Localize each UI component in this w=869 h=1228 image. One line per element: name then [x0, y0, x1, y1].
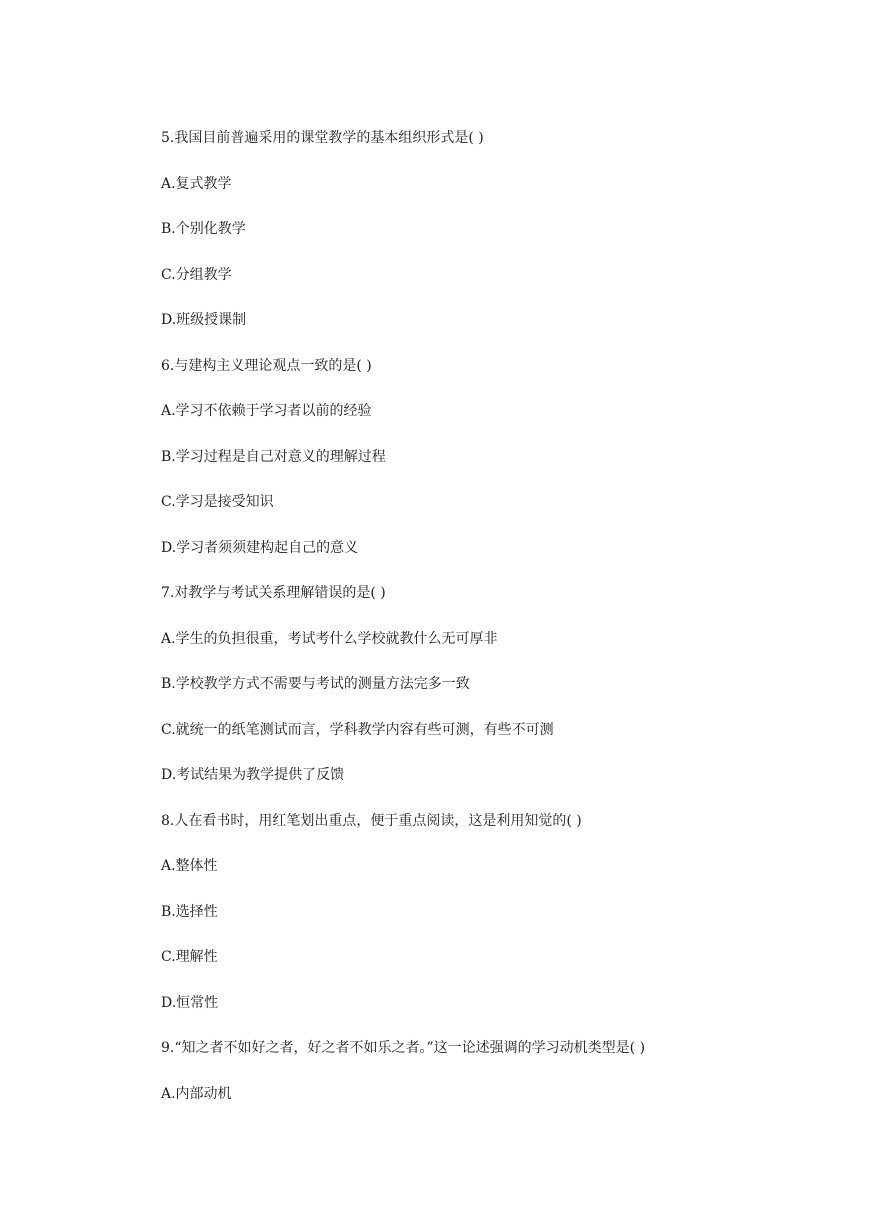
question-6-option-c: C.学习是接受知识 [161, 494, 274, 510]
question-7-option-a: A.学生的负担很重，考试考什么学校就教什么无可厚非 [161, 631, 498, 647]
question-5-option-c: C.分组教学 [161, 267, 232, 283]
question-8-option-d: D.恒常性 [161, 995, 219, 1011]
question-6-option-d: D.学习者须须建构起自己的意义 [161, 540, 359, 556]
question-7-option-c: C.就统一的纸笔测试而言，学科教学内容有些可测，有些不可测 [161, 722, 554, 738]
question-9-option-a: A.内部动机 [161, 1086, 232, 1102]
question-6-option-a: A.学习不依赖于学习者以前的经验 [161, 403, 372, 419]
question-7-option-d: D.考试结果为教学提供了反馈 [161, 767, 345, 783]
question-6-option-b: B.学习过程是自己对意义的理解过程 [161, 449, 386, 465]
question-7-option-b: B.学校教学方式不需要与考试的测量方法完多一致 [161, 676, 470, 692]
question-9-stem: 9.“知之者不如好之者，好之者不如乐之者。”这一论述强调的学习动机类型是( ) [161, 1040, 646, 1056]
question-7-stem: 7.对教学与考试关系理解错误的是( ) [161, 585, 386, 601]
question-5-option-b: B.个别化教学 [161, 221, 246, 237]
question-5-stem: 5.我国目前普遍采用的课堂教学的基本组织形式是( ) [161, 130, 484, 146]
question-8-option-a: A.整体性 [161, 858, 218, 874]
question-8-option-b: B.选择性 [161, 904, 218, 920]
question-5-option-a: A.复式教学 [161, 176, 232, 192]
question-8-option-c: C.理解性 [161, 949, 218, 965]
question-5-option-d: D.班级授课制 [161, 312, 247, 328]
question-8-stem: 8.人在看书时，用红笔划出重点，便于重点阅读，这是利用知觉的( ) [161, 813, 582, 829]
question-6-stem: 6.与建构主义理论观点一致的是( ) [161, 358, 372, 374]
